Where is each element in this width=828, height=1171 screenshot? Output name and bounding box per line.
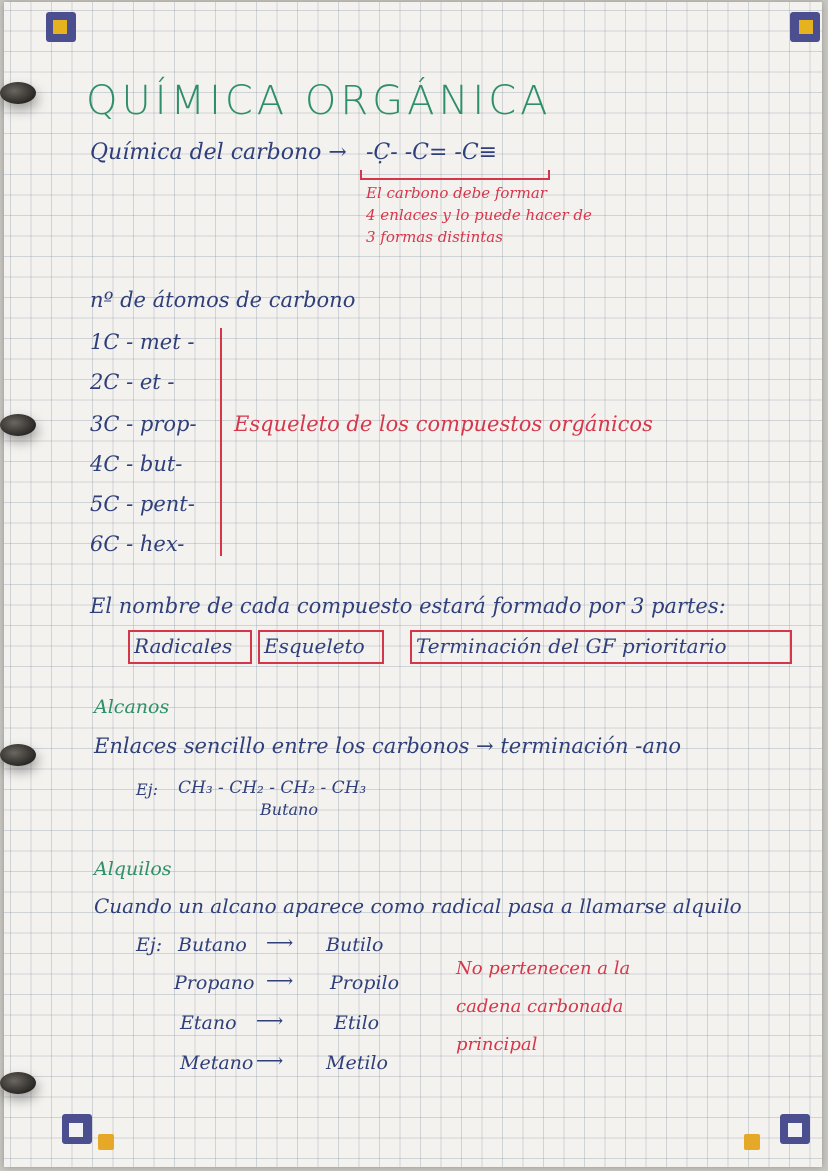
binder-ring-icon: [0, 1072, 36, 1094]
alquilo-to: Etilo: [334, 1012, 380, 1034]
arrow-right-icon: ⟶: [266, 932, 294, 954]
part-label: Radicales: [134, 634, 233, 658]
atoms-item: 2C - et -: [90, 370, 175, 394]
intro-bracket: [360, 170, 550, 180]
corner-mark-bottom-right: [780, 1114, 810, 1144]
part-label: Terminación del GF prioritario: [416, 634, 727, 658]
part-label: Esqueleto: [264, 634, 365, 658]
alquilos-note-line-2: cadena carbonada: [456, 996, 624, 1017]
yellow-square-bottom-left: [98, 1134, 114, 1150]
arrow-right-icon: ⟶: [256, 1050, 284, 1072]
intro-lead: Química del carbono →: [90, 140, 347, 165]
alquilo-to: Propilo: [330, 972, 400, 994]
binder-ring-icon: [0, 82, 36, 104]
binder-ring-icon: [0, 414, 36, 436]
alquilo-to: Butilo: [326, 934, 384, 956]
intro-formulas: -C̣- -C= -C≡: [366, 140, 498, 165]
alquilos-example-prefix: Ej:: [136, 934, 163, 956]
intro-note-line-3: 3 formas distintas: [366, 228, 503, 246]
corner-mark-bottom-left: [62, 1114, 92, 1144]
alcanos-heading: Alcanos: [94, 696, 170, 718]
intro-note-line-2: 4 enlaces y lo puede hacer de: [366, 206, 592, 224]
atoms-item: 5C - pent-: [90, 492, 195, 516]
arrow-right-icon: ⟶: [256, 1010, 284, 1032]
alquilo-from: Metano: [180, 1052, 254, 1074]
alquilos-note-line-3: principal: [456, 1034, 538, 1055]
notebook-page: [4, 2, 822, 1167]
page-title: QUÍMICA ORGÁNICA: [86, 78, 552, 124]
atoms-item: 4C - but-: [90, 452, 183, 476]
binder-ring-icon: [0, 744, 36, 766]
alquilo-from: Etano: [180, 1012, 237, 1034]
atoms-item: 3C - prop-: [90, 412, 197, 436]
alcanos-example-formula: CH₃ - CH₂ - CH₂ - CH₃: [178, 778, 367, 798]
atoms-bracket-line: [220, 328, 222, 556]
atoms-item: 6C - hex-: [90, 532, 185, 556]
alquilo-from: Butano: [178, 934, 247, 956]
alquilos-heading: Alquilos: [94, 858, 172, 880]
atoms-bracket-label: Esqueleto de los compuestos orgánicos: [234, 412, 653, 436]
alquilo-from: Propano: [174, 972, 255, 994]
alcanos-example-prefix: Ej:: [136, 780, 159, 799]
atoms-heading: nº de átomos de carbono: [90, 288, 356, 312]
atoms-item: 1C - met -: [90, 330, 195, 354]
arrow-right-icon: ⟶: [266, 970, 294, 992]
alcanos-example-name: Butano: [260, 800, 318, 819]
intro-note-line-1: El carbono debe formar: [366, 184, 547, 202]
alquilos-note-line-1: No pertenecen a la: [456, 958, 631, 979]
alquilos-text: Cuando un alcano aparece como radical pasa a llamarse alquilo: [94, 894, 742, 918]
corner-mark-top-left: [46, 12, 76, 42]
compound-sentence: El nombre de cada compuesto estará formado por 3 partes:: [90, 594, 726, 618]
yellow-square-bottom-right: [744, 1134, 760, 1150]
corner-mark-top-right: [790, 12, 820, 42]
alcanos-text: Enlaces sencillo entre los carbonos → terminación -ano: [94, 734, 682, 758]
alquilo-to: Metilo: [326, 1052, 388, 1074]
